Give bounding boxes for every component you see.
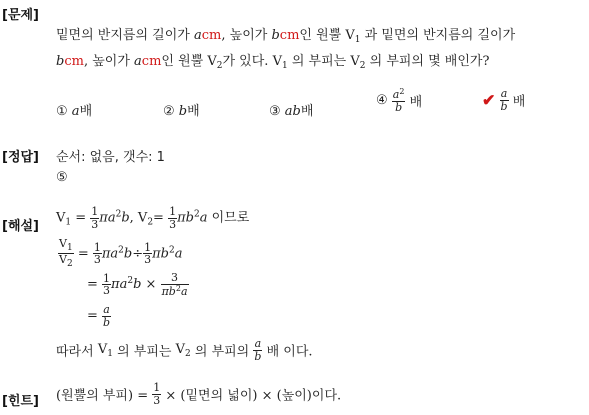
choice-4-fraction: $\frac{a^2}{b}$ <box>392 87 405 114</box>
choice-3[interactable]: ③ ab배 <box>269 104 314 119</box>
choice-1[interactable]: ① a배 <box>56 104 93 119</box>
problem-line-2: bcm, 높이가 acm인 원뿔 $V_2$가 있다. $V_1$ 의 부피는 $V_2$ 의 부피의 몇 배인가? <box>56 54 490 71</box>
explanation-label: [해설] <box>2 219 39 234</box>
choice-5-fraction: $\frac{a}{b}$ <box>500 87 508 113</box>
choice-5[interactable]: ✔ $\frac{a}{b}$ 배 <box>482 87 526 113</box>
answer-order-info: 순서: 없음, 갯수: 1 <box>56 150 165 165</box>
explanation-line-1: $V_1$ = $\frac{1}{3}$ $\pi a^2b$, $V_2=$ $\frac{1}{3}$ $\pi b^2a$ 이므로 <box>56 205 250 231</box>
explanation-line-3: = $\frac{1}{3}$ $\pi a^2b$ × $\frac{3}{\pi b^2a}$ <box>87 271 188 298</box>
hint-label: [힌트] <box>2 394 39 409</box>
hint-text: (원뿔의 부피) = $\frac{1}{3}$ × (밑면의 넓이) × (높이)이다. <box>56 381 342 407</box>
problem-label: [문제] <box>2 8 39 23</box>
answer-label: [정답] <box>2 150 39 165</box>
problem-line-1: 밑면의 반지름의 길이가 acm, 높이가 bcm인 원뿔 $V_1$ 과 밑면의 반지름의 길이가 <box>56 28 516 45</box>
answer-value: ⑤ <box>56 170 68 185</box>
choice-2[interactable]: ② b배 <box>163 104 200 119</box>
check-mark-icon: ✔ <box>482 90 496 110</box>
explanation-line-4: = $\frac{a}{b}$ <box>87 303 111 329</box>
explanation-line-2: $\frac{V_1}{V_2}$ = $\frac{1}{3}$ $\pi a^2b\div$ $\frac{1}{3}$ $\pi b^2a$ <box>59 237 183 270</box>
explanation-conclusion: 따라서 $V_1$ 의 부피는 $V_2$ 의 부피의 $\frac{a}{b}$ 배 이다. <box>56 337 313 363</box>
choice-4[interactable]: ④ $\frac{a^2}{b}$ 배 <box>376 87 423 114</box>
